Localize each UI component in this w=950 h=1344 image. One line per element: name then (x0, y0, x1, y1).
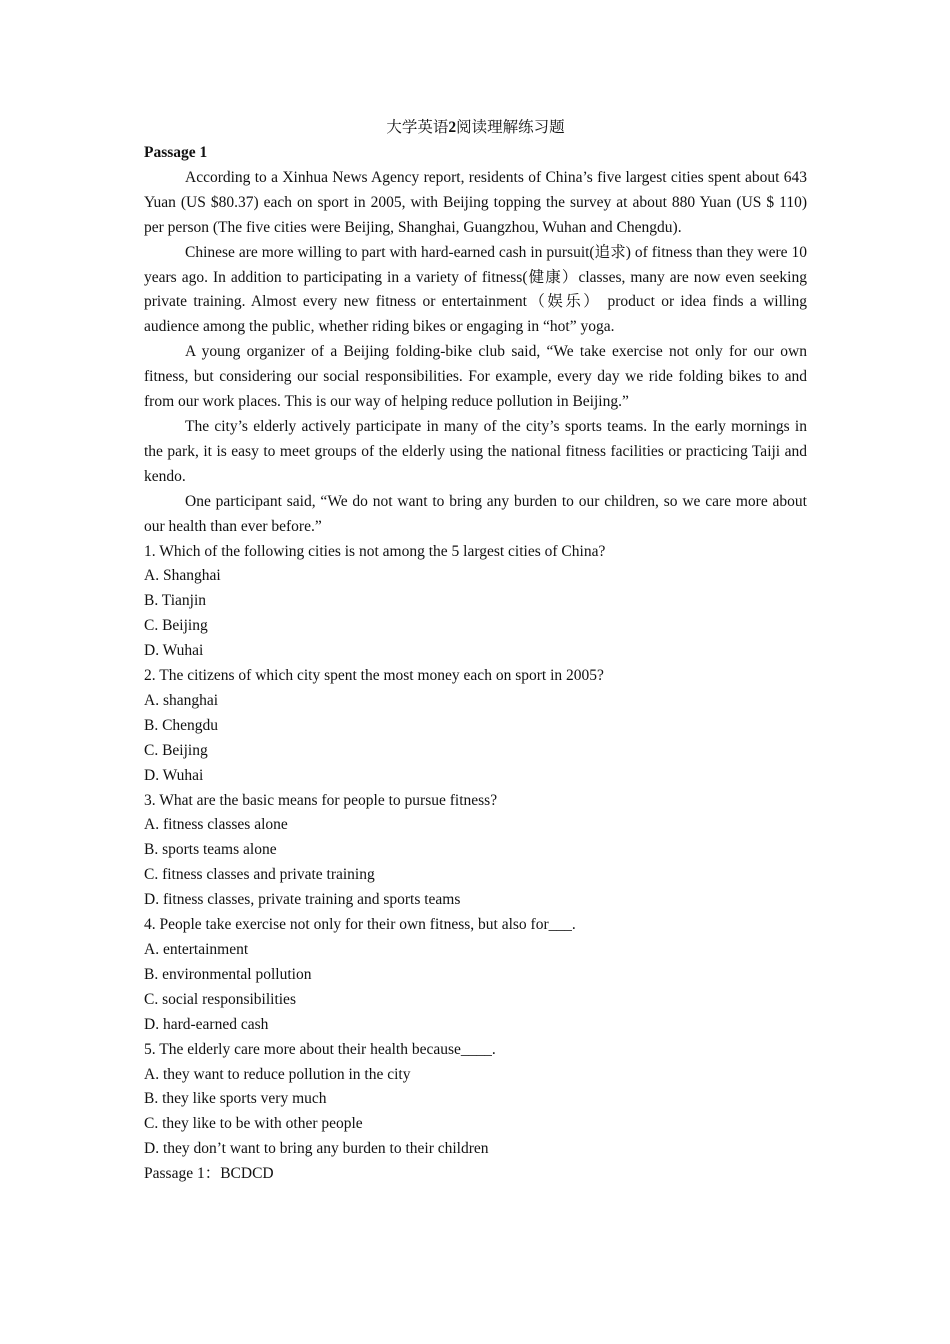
question-option: A. Shanghai (144, 567, 221, 585)
document-page (144, 115, 807, 1187)
question-stem: 3. What are the basic means for people to pursue fitness? (144, 791, 498, 809)
answer-key: Passage 1：BCDCD (144, 1165, 274, 1183)
passage-heading: Passage 1 (144, 144, 208, 161)
question-option: B. Tianjin (144, 592, 207, 610)
question-option: B. Chengdu (144, 716, 219, 734)
question-stem: 4. People take exercise not only for their own fitness, but also for___. (144, 916, 576, 934)
question-option: C. social responsibilities (144, 990, 296, 1008)
question-stem: 2. The citizens of which city spent the most money each on sport in 2005? (144, 667, 604, 685)
question-option: C. Beijing (144, 741, 208, 759)
paragraph: According to a Xinhua News Agency report, residents of China’s five largest cities spent about 643 Yuan (US $80.37) each on sport in 2005, with Beijing topping the survey at about 880 Yuan (US $ 110) per person (The five cities were Beijing, Shanghai, Guangzhou, Wuhan and Chengdu). (144, 168, 807, 236)
question-option: D. fitness classes, private training and sports teams (144, 891, 461, 909)
question-option: A. fitness classes alone (144, 816, 288, 834)
question-option: A. they want to reduce pollution in the city (144, 1065, 411, 1083)
question-option: B. they like sports very much (144, 1090, 327, 1108)
question-option: C. they like to be with other people (144, 1115, 363, 1133)
question-option: B. environmental pollution (144, 965, 312, 983)
paragraph: One participant said, “We do not want to bring any burden to our children, so we care more about our health than ever before.” (144, 492, 807, 535)
paragraph: A young organizer of a Beijing folding-bike club said, “We take exercise not only for our own fitness, but considering our social responsibilities. For example, every day we ride folding bikes to and from our work places. This is our way of helping reduce pollution in Beijing.” (144, 343, 807, 411)
question-option: A. shanghai (144, 691, 219, 709)
question-option: D. Wuhai (144, 642, 204, 660)
question-stem: 1. Which of the following cities is not among the 5 largest cities of China? (144, 542, 606, 560)
document-title: 大学英语2阅读理解练习题 (386, 119, 565, 136)
question-option: D. they don’t want to bring any burden to their children (144, 1140, 489, 1158)
question-stem: 5. The elderly care more about their health because____. (144, 1040, 496, 1058)
question-option: C. fitness classes and private training (144, 866, 375, 884)
question-option: B. sports teams alone (144, 841, 277, 859)
question-option: D. hard-earned cash (144, 1015, 269, 1033)
question-option: A. entertainment (144, 941, 249, 958)
question-option: C. Beijing (144, 617, 208, 635)
question-option: D. Wuhai (144, 766, 204, 784)
paragraph: Chinese are more willing to part with hard-earned cash in pursuit(追求) of fitness than they were 10 years ago. In addition to participating in a variety of fitness(健康）classes, many are now even seeking private training. Almost every new fitness or entertainment（娱乐） product or idea finds a willing audience among the public, whether riding bikes or engaging in “hot” yoga. (144, 243, 807, 336)
paragraph: The city’s elderly actively participate in many of the city’s sports teams. In the early mornings in the park, it is easy to meet groups of the elderly using the national fitness facilities or practicing Taiji and kendo. (144, 417, 807, 485)
